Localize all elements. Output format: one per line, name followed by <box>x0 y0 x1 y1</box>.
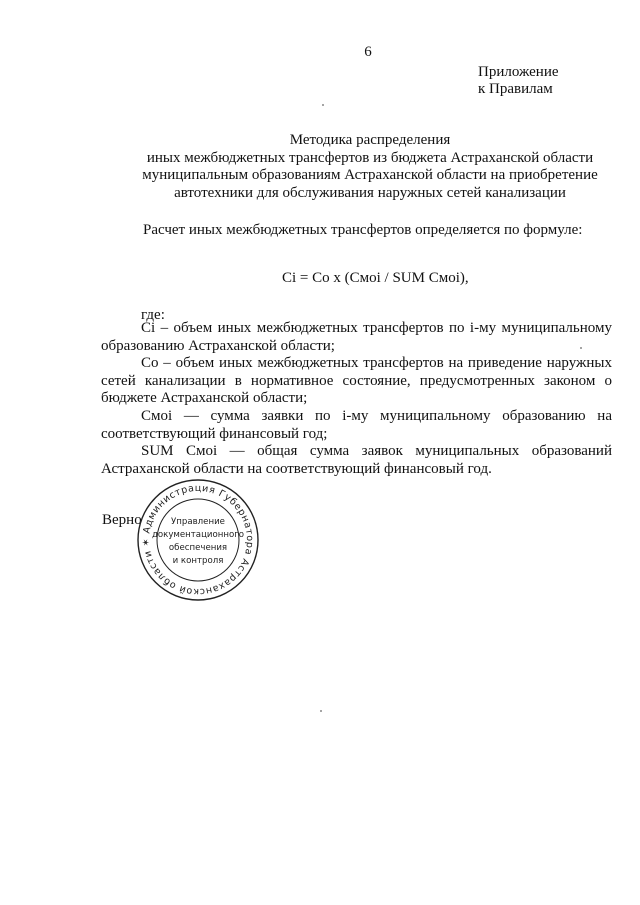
where-label: где: <box>141 307 165 323</box>
scan-speck <box>320 710 322 712</box>
definitions-list <box>101 320 612 478</box>
definition-cmoi: Cмoi — сумма заявки по i-му муниципальному образованию на соответствующий финансовый год; <box>101 407 612 442</box>
title-line-3: муниципальным образованиям Астраханской области на приобретение <box>142 167 598 183</box>
appendix-line-1: Приложение <box>478 64 559 80</box>
stamp-seal-icon <box>136 478 260 602</box>
page-number: 6 <box>364 44 372 60</box>
scan-speck <box>580 347 582 349</box>
intro-paragraph: Расчет иных межбюджетных трансфертов определяется по формуле: <box>143 222 583 238</box>
title-line-4: автотехники для обслуживания наружных сетей канализации <box>174 184 566 201</box>
definition-ci: Ci – объем иных межбюджетных трансфертов по i-му муниципальному образованию Астраханской области; <box>101 320 612 354</box>
stamp-line-1: Управление <box>171 517 225 527</box>
stamp-line-2: документационного <box>151 530 245 540</box>
title-line-1: Методика распределения <box>289 132 451 148</box>
document-title <box>100 132 640 202</box>
scan-speck <box>322 104 324 106</box>
definition-co: Co – объем иных межбюджетных трансфертов на приведение наружных сетей канализации в нормативное состояние, предусмотренных законом о бюджете Астраханской области; <box>101 355 612 407</box>
verno-label: Верно <box>102 512 142 528</box>
appendix-line-2: к Правилам <box>478 81 553 97</box>
stamp-line-4: и контроля <box>172 556 224 566</box>
official-stamp <box>136 478 260 602</box>
title-line-2: иных межбюджетных трансфертов из бюджета Астраханской области <box>146 149 594 166</box>
svg-text:Администрация Губернатора Астр: Администрация Губернатора Астраханской области ✶ <box>140 482 256 598</box>
appendix-heading <box>478 64 559 98</box>
definition-sum-cmoi: SUM Cмoi — общая сумма заявок муниципальных образований Астраханской области на соответствующий финансовый год. <box>101 443 612 477</box>
stamp-line-3: обеспечения <box>168 543 228 553</box>
formula: Ci = Co x (Cмoi / SUM Cмoi), <box>282 270 469 286</box>
